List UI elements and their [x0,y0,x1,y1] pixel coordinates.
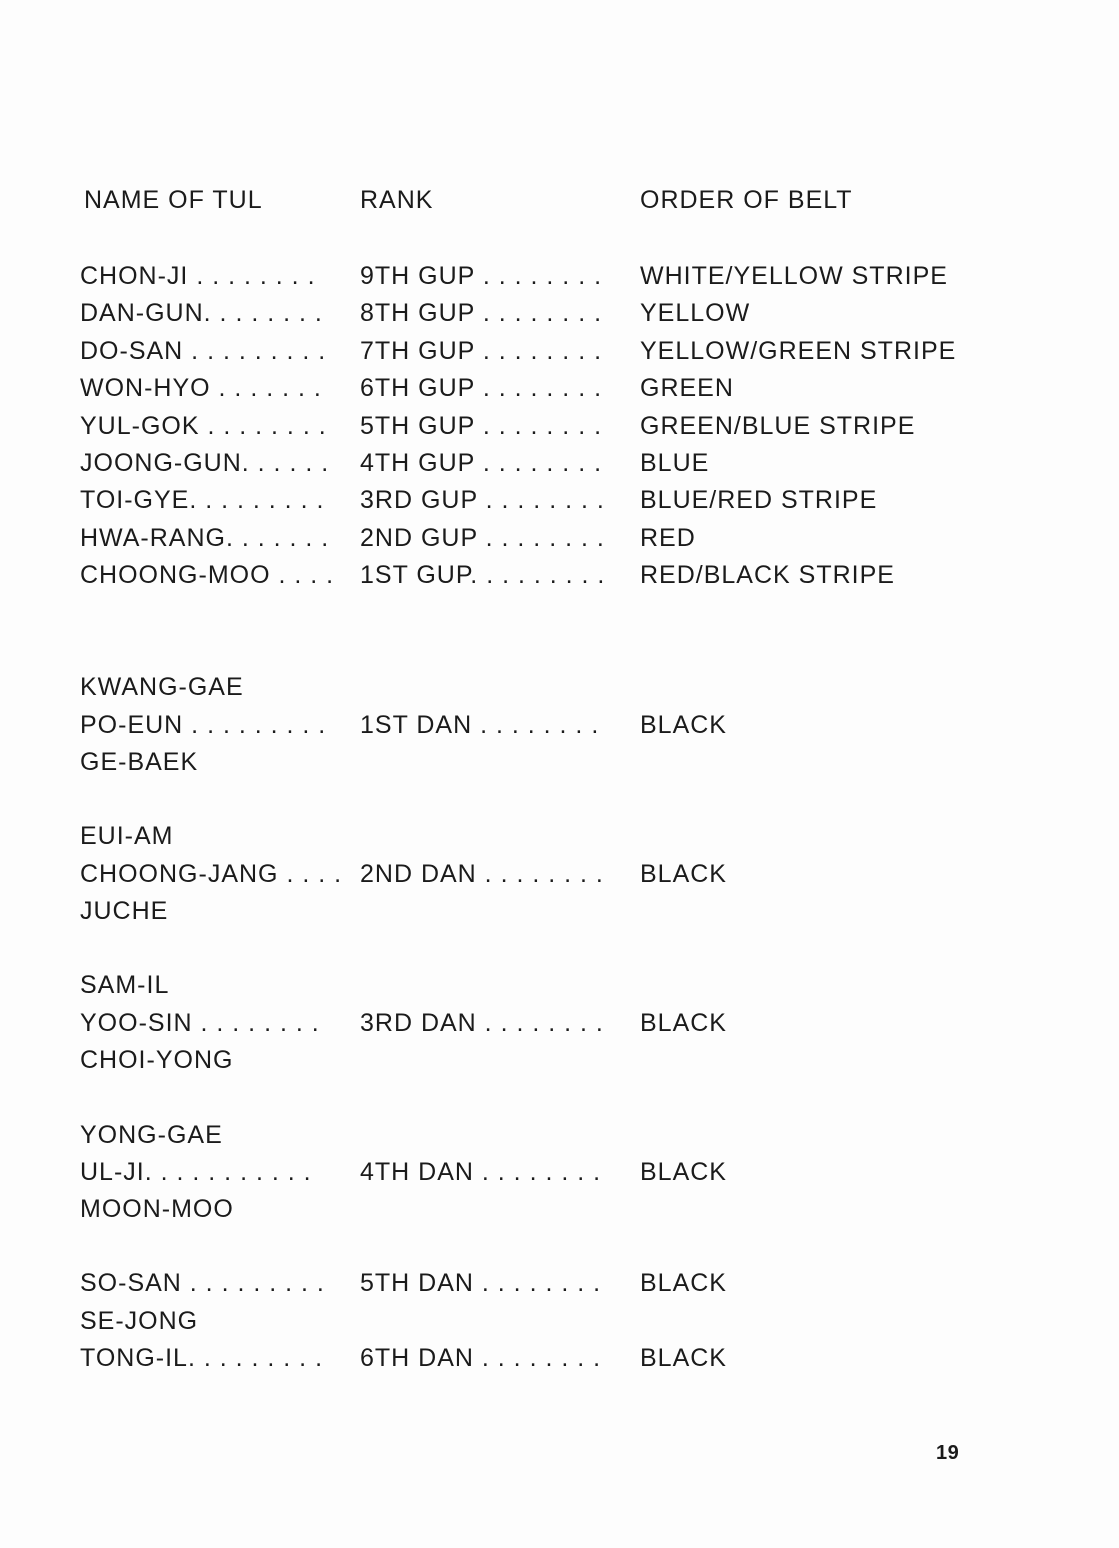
belt: RED [640,524,696,552]
belt: BLACK [640,1269,727,1297]
belt: WHITE/YELLOW STRIPE [640,262,948,290]
table-row [0,894,1119,928]
table-row [0,745,1119,779]
table-row [0,446,1119,480]
tul-name: YONG-GAE [80,1121,223,1149]
belt: RED/BLACK STRIPE [640,561,895,589]
rank: 8TH GUP . . . . . . . . [360,299,603,327]
table-row [0,1266,1119,1300]
table-row [0,1341,1119,1375]
tul-name: EUI-AM [80,822,174,850]
table-row [0,296,1119,330]
column-header-order-of-belt: ORDER OF BELT [640,186,853,214]
belt: GREEN/BLUE STRIPE [640,412,916,440]
rank: 4TH DAN . . . . . . . . [360,1158,602,1186]
tul-name: CHOONG-MOO . . . . [80,561,335,589]
page-number: 19 [936,1442,960,1464]
belt: BLACK [640,1009,727,1037]
column-header-name-of-tul: NAME OF TUL [84,186,263,214]
rank: 7TH GUP . . . . . . . . [360,337,603,365]
rank: 6TH GUP . . . . . . . . [360,374,603,402]
belt: BLACK [640,1158,727,1186]
rank: 2ND GUP . . . . . . . . [360,524,605,552]
tul-name: DO-SAN . . . . . . . . . [80,337,327,365]
rank: 6TH DAN . . . . . . . . [360,1344,602,1372]
table-row [0,1304,1119,1338]
tul-name: GE-BAEK [80,748,199,776]
rank: 1ST DAN . . . . . . . . [360,711,600,739]
table-row [0,1043,1119,1077]
tul-name: UL-JI. . . . . . . . . . . [80,1158,312,1186]
tul-name: SE-JONG [80,1307,199,1335]
table-row [0,968,1119,1002]
table-row [0,409,1119,443]
table-row [0,334,1119,368]
tul-name: KWANG-GAE [80,673,244,701]
table-row [0,483,1119,517]
rank: 1ST GUP. . . . . . . . . [360,561,606,589]
column-header-rank: RANK [360,186,434,214]
table-row [0,819,1119,853]
rank: 2ND DAN . . . . . . . . [360,860,604,888]
table-row [0,521,1119,555]
table-row [0,259,1119,293]
table-row [0,1006,1119,1040]
tul-name: SO-SAN . . . . . . . . . [80,1269,325,1297]
belt: BLUE/RED STRIPE [640,486,878,514]
tul-name: MOON-MOO [80,1195,234,1223]
tul-name: TONG-IL. . . . . . . . . [80,1344,324,1372]
belt: BLUE [640,449,710,477]
tul-name: HWA-RANG. . . . . . . [80,524,330,552]
table-row [0,371,1119,405]
tul-name: DAN-GUN. . . . . . . . [80,299,323,327]
tul-name: JOONG-GUN. . . . . . [80,449,330,477]
belt: GREEN [640,374,734,402]
tul-name: CHON-JI . . . . . . . . [80,262,316,290]
tul-name: WON-HYO . . . . . . . [80,374,322,402]
tul-name: CHOONG-JANG . . . . [80,860,343,888]
table-row [0,708,1119,742]
tul-name: TOI-GYE. . . . . . . . . [80,486,325,514]
tul-name: YOO-SIN . . . . . . . . [80,1009,320,1037]
rank: 4TH GUP . . . . . . . . [360,449,603,477]
table-row [0,1192,1119,1226]
table-row [0,1155,1119,1189]
rank: 3RD DAN . . . . . . . . [360,1009,604,1037]
table-row [0,670,1119,704]
tul-name: SAM-IL [80,971,170,999]
rank: 5TH GUP . . . . . . . . [360,412,603,440]
rank: 5TH DAN . . . . . . . . [360,1269,602,1297]
belt: YELLOW [640,299,751,327]
table-row [0,558,1119,592]
belt: YELLOW/GREEN STRIPE [640,337,957,365]
tul-name: CHOI-YONG [80,1046,234,1074]
tul-name: PO-EUN . . . . . . . . . [80,711,327,739]
tul-name: JUCHE [80,897,169,925]
table-row [0,1118,1119,1152]
table-row [0,857,1119,891]
belt: BLACK [640,1344,727,1372]
rank: 3RD GUP . . . . . . . . [360,486,605,514]
belt: BLACK [640,711,727,739]
tul-name: YUL-GOK . . . . . . . . [80,412,327,440]
rank: 9TH GUP . . . . . . . . [360,262,603,290]
belt: BLACK [640,860,727,888]
